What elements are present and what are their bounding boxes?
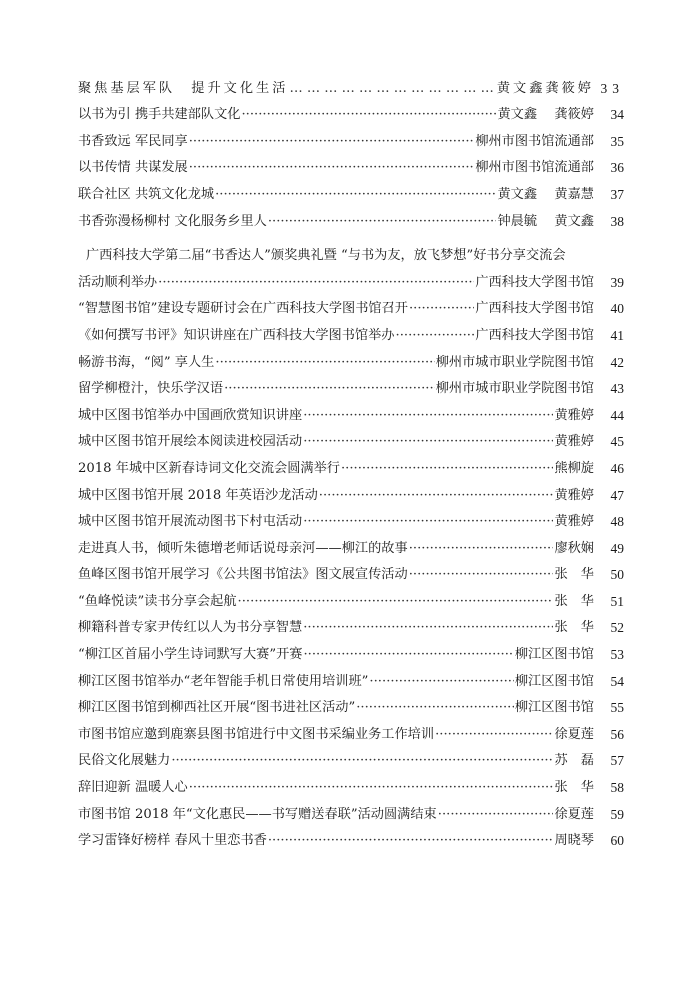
toc-group-libraries	[78, 264, 624, 849]
toc-entry-title: 活动顺利举办	[78, 274, 158, 290]
toc-entry-author: 黄雅婷	[554, 514, 594, 530]
toc-entry[interactable]	[78, 823, 624, 850]
dot-leader	[158, 274, 474, 291]
dot-leader	[356, 699, 514, 716]
toc-entry-title: 柳江区图书馆举办“老年智能手机日常使用培训班”	[78, 673, 369, 689]
toc-entry-title: 城中区图书馆开展绘本阅读进校园活动	[78, 434, 303, 450]
toc-entry-title: 民俗文化展魅力	[78, 753, 171, 769]
dot-leader	[409, 566, 554, 583]
dot-leader	[189, 133, 475, 150]
toc-entry-author: 黄文鑫 龚筱婷	[497, 107, 594, 123]
toc-entry-page: 40	[610, 301, 624, 317]
toc-entry-title: 以书为引 携手共建部队文化	[78, 107, 241, 123]
toc-entry-title: 留学柳橙汁，快乐学汉语	[78, 381, 224, 397]
dot-leader	[341, 460, 553, 477]
table-of-contents	[78, 70, 624, 849]
toc-entry[interactable]	[78, 291, 624, 318]
toc-entry-title: 市图书馆应邀到鹿寨县图书馆进行中文图书采编业务工作培训	[78, 726, 435, 742]
dot-leader	[319, 487, 554, 504]
toc-entry-author: 广西科技大学图书馆	[475, 327, 594, 343]
dot-leader	[268, 832, 554, 849]
dot-leader	[215, 354, 434, 371]
toc-entry[interactable]	[78, 663, 624, 690]
toc-group-military	[78, 70, 624, 230]
toc-entry-author: 张 华	[554, 593, 594, 609]
toc-entry-title: 鱼峰区图书馆开展学习《公共图书馆法》图文展宣传活动	[78, 567, 408, 583]
toc-entry-page: 43	[610, 381, 624, 397]
toc-entry-author: 黄文鑫龚筱婷	[496, 80, 594, 96]
toc-entry-page: 60	[610, 833, 624, 849]
toc-entry-author: 柳州市城市职业学院图书馆	[435, 354, 594, 370]
toc-entry-author: 柳州市图书馆流通部	[475, 160, 594, 176]
toc-entry-title: 市图书馆 2018 年“文化惠民——书写赠送春联”活动圆满结束	[78, 806, 437, 822]
toc-entry-title: “柳江区首届小学生诗词默写大赛”开赛	[78, 647, 303, 663]
toc-entry[interactable]	[78, 203, 624, 230]
toc-entry-title: 畅游书海，“阅” 享人生	[78, 354, 215, 370]
toc-entry[interactable]	[78, 557, 624, 584]
toc-entry-title: 2018 年城中区新春诗词文化交流会圆满举行	[78, 460, 340, 476]
toc-entry-page: 38	[610, 213, 624, 229]
toc-entry[interactable]	[78, 97, 624, 124]
toc-intro-line: 广西科技大学第二届“书香达人”颁奖典礼暨 “与书为友，放飞梦想”好书分享交流会	[86, 248, 566, 264]
toc-entry-page: 33	[600, 80, 624, 96]
toc-entry-title: 城中区图书馆开展 2018 年英语沙龙活动	[78, 487, 318, 503]
toc-entry-title: 走进真人书，倾听朱德增老师话说母亲河——柳江的故事	[78, 540, 408, 556]
toc-entry-page: 50	[610, 567, 624, 583]
toc-entry-author: 黄文鑫 黄嘉慧	[497, 186, 594, 202]
toc-entry-author: 周晓琴	[554, 833, 594, 849]
toc-entry-author: 柳江区图书馆	[514, 700, 594, 716]
toc-entry-page: 35	[610, 133, 624, 149]
dot-leader	[215, 186, 496, 203]
dot-leader	[303, 513, 553, 530]
toc-entry-author: 柳江区图书馆	[514, 647, 594, 663]
dot-leader	[303, 433, 553, 450]
toc-entry-page: 59	[610, 806, 624, 822]
toc-entry-page: 39	[610, 274, 624, 290]
toc-entry-title: “智慧图书馆”建设专题研讨会在广西科技大学图书馆召开	[78, 301, 408, 317]
dot-leader	[369, 673, 513, 690]
toc-entry-page: 53	[610, 647, 624, 663]
toc-entry[interactable]	[78, 371, 624, 398]
toc-entry-page: 49	[610, 540, 624, 556]
toc-entry-title: 书香致远 军民同享	[78, 133, 188, 149]
toc-entry-author: 黄雅婷	[554, 407, 594, 423]
toc-entry[interactable]	[78, 176, 624, 203]
dot-leader	[238, 593, 554, 610]
toc-entry-page: 36	[610, 160, 624, 176]
dot-leader	[171, 752, 553, 769]
dot-leader	[189, 159, 475, 176]
toc-entry-author: 苏 磊	[554, 753, 594, 769]
toc-entry[interactable]	[78, 150, 624, 177]
toc-entry-page: 37	[610, 186, 624, 202]
toc-entry-author: 张 华	[554, 620, 594, 636]
toc-entry[interactable]	[78, 610, 624, 637]
toc-entry-page: 42	[610, 354, 624, 370]
toc-entry[interactable]	[78, 477, 624, 504]
dot-leader	[438, 806, 554, 823]
dot-leader	[303, 407, 553, 424]
toc-entry[interactable]	[78, 743, 624, 770]
toc-entry-title: 辞旧迎新 温暖人心	[78, 780, 188, 796]
toc-entry[interactable]	[78, 397, 624, 424]
dot-leader	[409, 300, 474, 317]
toc-entry[interactable]	[78, 690, 624, 717]
dot-leader	[409, 540, 554, 557]
dot-leader	[241, 106, 496, 123]
toc-entry-author: 黄雅婷	[554, 487, 594, 503]
toc-entry[interactable]	[78, 636, 624, 663]
toc-entry-page: 56	[610, 726, 624, 742]
toc-entry[interactable]	[78, 583, 624, 610]
toc-entry[interactable]	[78, 70, 624, 97]
toc-entry-title: “鱼峰悦读”读书分享会起航	[78, 593, 237, 609]
toc-entry-title: 联合社区 共筑文化龙城	[78, 186, 215, 202]
toc-entry[interactable]	[78, 450, 624, 477]
toc-entry[interactable]	[78, 716, 624, 743]
toc-entry-title: 学习雷锋好榜样 春风十里恋书香	[78, 833, 267, 849]
toc-entry[interactable]	[78, 344, 624, 371]
toc-entry-author: 徐夏莲	[554, 726, 594, 742]
toc-entry[interactable]	[78, 123, 624, 150]
toc-entry-page: 55	[610, 700, 624, 716]
toc-entry-title: 《如何撰写书评》知识讲座在广西科技大学图书馆举办	[78, 327, 395, 343]
toc-entry-page: 54	[610, 673, 624, 689]
toc-entry-author: 熊柳旋	[554, 460, 594, 476]
toc-entry-author: 柳州市城市职业学院图书馆	[435, 381, 594, 397]
toc-entry-title: 书香弥漫杨柳村 文化服务乡里人	[78, 213, 267, 229]
toc-entry-page: 45	[610, 434, 624, 450]
toc-entry-author: 廖秋娴	[554, 540, 594, 556]
toc-entry-author: 广西科技大学图书馆	[475, 274, 594, 290]
toc-entry[interactable]	[78, 264, 624, 291]
toc-entry-page: 48	[610, 514, 624, 530]
dot-leader	[396, 327, 475, 344]
dot-leader	[435, 726, 553, 743]
toc-entry-page: 51	[610, 593, 624, 609]
toc-entry-title: 以书传情 共谋发展	[78, 160, 188, 176]
toc-entry-title: 城中区图书馆举办中国画欣赏知识讲座	[78, 407, 303, 423]
toc-entry-title: 柳籍科普专家尹传红以人为书分享智慧	[78, 620, 303, 636]
toc-entry[interactable]	[78, 424, 624, 451]
toc-entry-author: 广西科技大学图书馆	[475, 301, 594, 317]
toc-entry-page: 34	[610, 107, 624, 123]
toc-entry-page: 57	[610, 753, 624, 769]
toc-entry[interactable]	[78, 504, 624, 531]
toc-entry-title: 城中区图书馆开展流动图书下村屯活动	[78, 514, 303, 530]
toc-entry[interactable]	[78, 530, 624, 557]
dot-leader	[303, 619, 553, 636]
toc-entry-author: 钟晨毓 黄文鑫	[497, 213, 594, 229]
section-gap	[78, 230, 624, 238]
toc-entry-author: 徐夏莲	[554, 806, 594, 822]
dot-leader	[268, 213, 497, 230]
toc-entry[interactable]	[78, 769, 624, 796]
toc-entry-author: 黄雅婷	[554, 434, 594, 450]
dot-leader	[303, 646, 513, 663]
toc-entry-title: 聚焦基层军队 提升文化生活	[78, 80, 289, 96]
dot-leader	[224, 380, 435, 397]
toc-entry-page: 58	[610, 780, 624, 796]
toc-entry-author: 张 华	[554, 567, 594, 583]
toc-entry-page: 47	[610, 487, 624, 503]
dot-leader	[189, 779, 554, 796]
toc-entry-page: 52	[610, 620, 624, 636]
toc-entry[interactable]	[78, 796, 624, 823]
dot-leader	[289, 80, 495, 97]
toc-entry-page: 41	[610, 327, 624, 343]
toc-entry-author: 柳江区图书馆	[514, 673, 594, 689]
toc-entry-page: 44	[610, 407, 624, 423]
toc-entry-author: 柳州市图书馆流通部	[475, 133, 594, 149]
toc-entry[interactable]	[78, 317, 624, 344]
toc-entry-author: 张 华	[554, 780, 594, 796]
toc-entry-page: 46	[610, 460, 624, 476]
toc-entry-title: 柳江区图书馆到柳西社区开展“图书进社区活动”	[78, 700, 356, 716]
